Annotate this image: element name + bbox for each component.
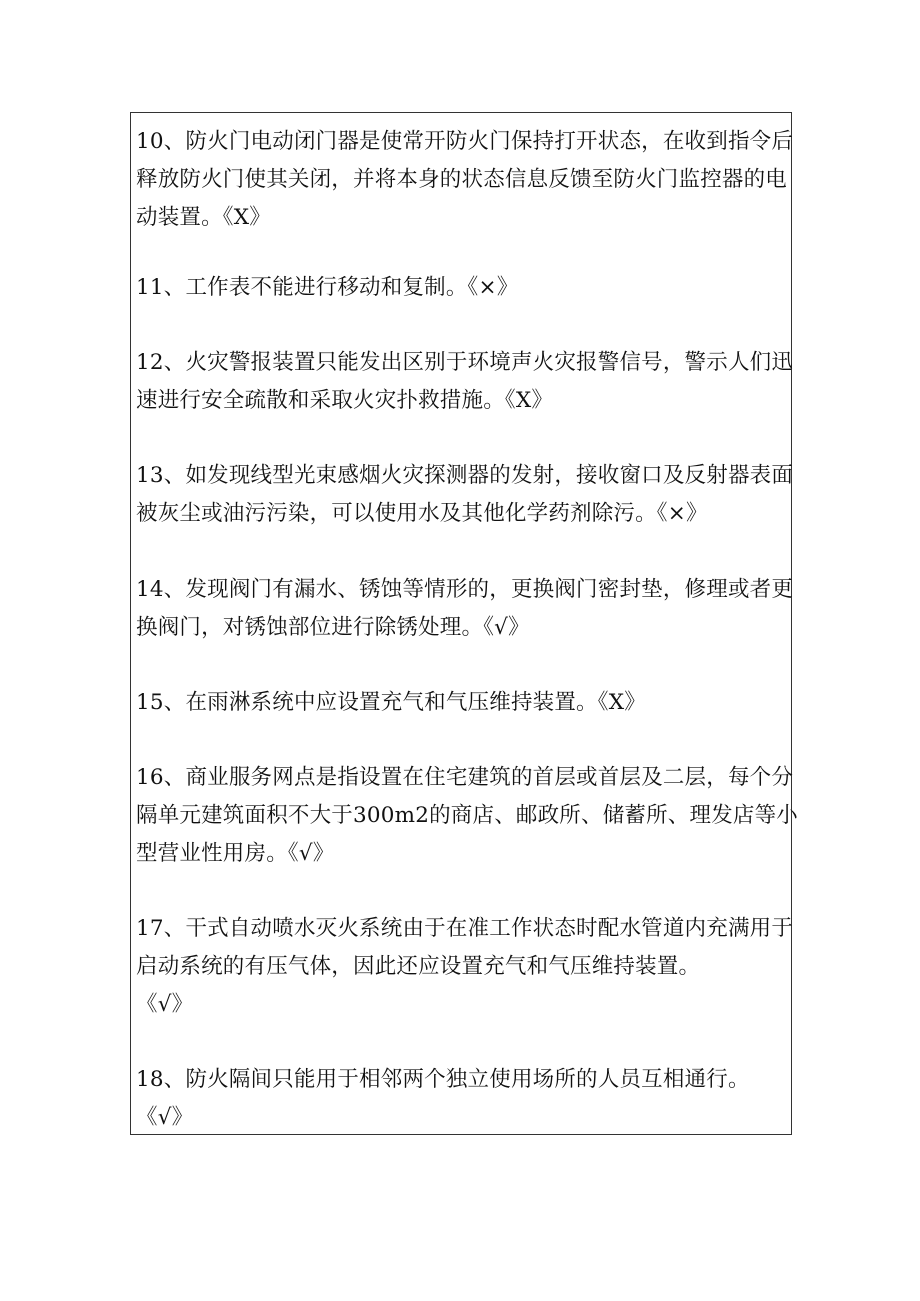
question-15 [136, 684, 792, 722]
question-line: 动装置。《X》 [136, 205, 271, 230]
question-line: 14、发现阀门有漏水、锈蚀等情形的，更换阀门密封垫，修理或者更 [136, 577, 794, 602]
question-table-cell [130, 112, 799, 1135]
question-line: 11、工作表不能进行移动和复制。《×》 [136, 275, 519, 300]
question-10 [136, 123, 792, 237]
question-line: 15、在雨淋系统中应设置充气和气压维持装置。《X》 [136, 690, 646, 715]
question-17 [136, 910, 792, 1024]
question-16 [136, 759, 799, 873]
question-line: 《√》 [136, 992, 194, 1017]
question-line: 17、干式自动喷水灭火系统由于在准工作状态时配水管道内充满用于 [136, 916, 794, 941]
question-12 [136, 344, 792, 420]
question-line: 速进行安全疏散和采取火灾扑救措施。《X》 [136, 388, 554, 413]
question-14 [136, 571, 792, 647]
question-line: 型营业性用房。《√》 [136, 841, 335, 866]
question-line: 隔单元建筑面积不大于300m2的商店、邮政所、储蓄所、理发店等小 [136, 803, 799, 828]
question-13 [136, 457, 792, 533]
question-line: 被灰尘或油污污染，可以使用水及其他化学药剂除污。《×》 [136, 501, 708, 526]
question-line: 12、火灾警报装置只能发出区别于环境声火灾报警信号，警示人们迅 [136, 350, 794, 375]
question-line: 10、防火门电动闭门器是使常开防火门保持打开状态，在收到指令后 [136, 129, 794, 154]
question-line: 16、商业服务网点是指设置在住宅建筑的首层或首层及二层，每个分 [136, 765, 794, 790]
question-line: 《√》 [136, 1105, 194, 1130]
question-line: 18、防火隔间只能用于相邻两个独立使用场所的人员互相通行。 [136, 1067, 750, 1092]
question-line: 换阀门，对锈蚀部位进行除锈处理。《√》 [136, 615, 530, 640]
question-line: 释放防火门使其关闭，并将本身的状态信息反馈至防火门监控器的电 [136, 167, 788, 192]
question-line: 启动系统的有压气体，因此还应设置充气和气压维持装置。 [136, 954, 701, 979]
question-line: 13、如发现线型光束感烟火灾探测器的发射，接收窗口及反射器表面 [136, 463, 794, 488]
question-11 [136, 269, 792, 307]
question-18 [136, 1061, 792, 1137]
